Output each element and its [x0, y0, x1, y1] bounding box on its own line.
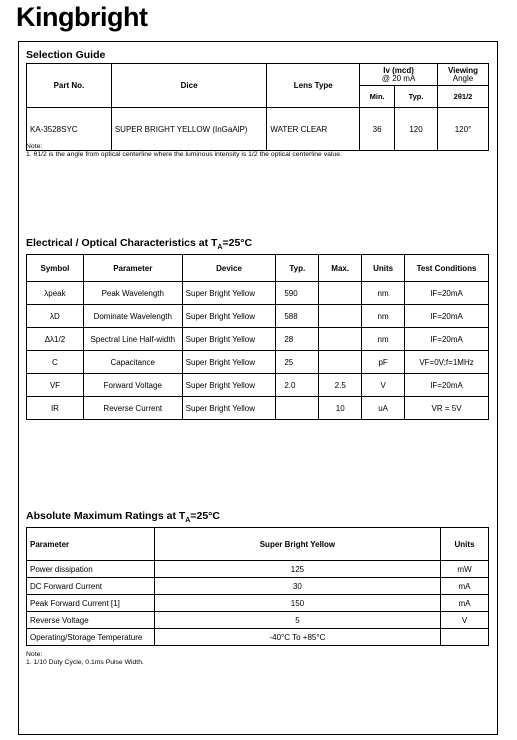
header-viewing-label: Viewing — [447, 65, 479, 75]
cell-units: nm — [362, 328, 405, 351]
cell-symbol: VF — [27, 374, 84, 397]
cell-units: nm — [362, 282, 405, 305]
table-row — [27, 561, 489, 578]
header-parameter: Parameter — [83, 255, 182, 282]
header-symbol: Symbol — [27, 255, 84, 282]
absolute-title-temp: =25°C — [190, 510, 220, 522]
electrical-title-sub: A — [217, 244, 223, 252]
table-row — [27, 397, 489, 420]
cell-min: 36 — [360, 108, 395, 151]
cell-angle: 120° — [438, 108, 489, 151]
cell-condition: IF=20mA — [405, 374, 489, 397]
header-viewing-angle — [438, 64, 489, 86]
table-row — [27, 328, 489, 351]
cell-device: Super Bright Yellow — [182, 351, 276, 374]
cell-typ: 25 — [276, 351, 319, 374]
cell-device: Super Bright Yellow — [182, 305, 276, 328]
header-typ: Typ. — [395, 86, 438, 108]
header-iv — [360, 64, 438, 86]
cell-units: V — [441, 612, 489, 629]
cell-units — [441, 629, 489, 646]
cell-device: Super Bright Yellow — [182, 328, 276, 351]
cell-parameter: Operating/Storage Temperature — [27, 629, 155, 646]
selection-note — [26, 143, 342, 159]
absolute-note-label: Note: — [26, 651, 43, 658]
cell-condition: IF=20mA — [405, 305, 489, 328]
cell-typ: 120 — [395, 108, 438, 151]
absolute-title-sub: A — [185, 517, 191, 525]
cell-lens: WATER CLEAR — [267, 108, 360, 151]
header-iv-condition: @ 20 mA — [381, 73, 416, 83]
cell-units: mW — [441, 561, 489, 578]
header-units: Units — [362, 255, 405, 282]
cell-value: 125 — [154, 561, 440, 578]
cell-typ: 2.0 — [276, 374, 319, 397]
cell-parameter: Peak Wavelength — [83, 282, 182, 305]
cell-max — [319, 328, 362, 351]
cell-typ: 28 — [276, 328, 319, 351]
header-device: Device — [182, 255, 276, 282]
cell-parameter: Spectral Line Half-width — [83, 328, 182, 351]
cell-dice: SUPER BRIGHT YELLOW (InGaAlP) — [111, 108, 267, 151]
electrical-title — [26, 237, 252, 251]
cell-parameter: Capacitance — [83, 351, 182, 374]
table-row — [27, 282, 489, 305]
cell-units: V — [362, 374, 405, 397]
cell-condition: IF=20mA — [405, 328, 489, 351]
cell-parameter: DC Forward Current — [27, 578, 155, 595]
absolute-ratings-title — [26, 510, 220, 524]
cell-part-no: KA-3528SYC — [27, 108, 112, 151]
electrical-table — [26, 254, 489, 420]
absolute-title-main: Absolute Maximum Ratings at T — [26, 510, 186, 522]
cell-units: uA — [362, 397, 405, 420]
header-parameter: Parameter — [27, 528, 155, 561]
cell-condition: VR = 5V — [405, 397, 489, 420]
header-max: Max. — [319, 255, 362, 282]
cell-units: pF — [362, 351, 405, 374]
cell-device: Super Bright Yellow — [182, 374, 276, 397]
header-device: Super Bright Yellow — [154, 528, 440, 561]
cell-value: 5 — [154, 612, 440, 629]
cell-condition: VF=0V;f=1MHz — [405, 351, 489, 374]
cell-parameter: Forward Voltage — [83, 374, 182, 397]
cell-symbol: Δλ1/2 — [27, 328, 84, 351]
electrical-title-temp: =25°C — [222, 237, 253, 249]
header-part-no: Part No. — [27, 64, 112, 108]
absolute-note-text: 1. 1/10 Duty Cycle, 0.1ms Pulse Width. — [26, 659, 144, 666]
brand-logo: Kingbright — [16, 2, 148, 32]
selection-guide-title: Selection Guide — [26, 49, 106, 61]
cell-parameter: Reverse Voltage — [27, 612, 155, 629]
header-min: Min. — [360, 86, 395, 108]
electrical-title-main: Electrical / Optical Characteristics at T — [26, 237, 218, 249]
header-dice: Dice — [111, 64, 267, 108]
header-lens-type: Lens Type — [267, 64, 360, 108]
absolute-ratings-table — [26, 527, 489, 646]
cell-symbol: C — [27, 351, 84, 374]
table-row — [27, 595, 489, 612]
header-typ: Typ. — [276, 255, 319, 282]
table-row — [27, 305, 489, 328]
cell-max — [319, 282, 362, 305]
cell-symbol: λD — [27, 305, 84, 328]
cell-max — [319, 305, 362, 328]
header-test-conditions: Test Conditions — [405, 255, 489, 282]
table-row — [27, 612, 489, 629]
cell-condition: IF=20mA — [405, 282, 489, 305]
cell-parameter: Power dissipation — [27, 561, 155, 578]
table-row — [27, 629, 489, 646]
cell-symbol: IR — [27, 397, 84, 420]
cell-parameter: Dominate Wavelength — [83, 305, 182, 328]
cell-value: 30 — [154, 578, 440, 595]
cell-typ: 590 — [276, 282, 319, 305]
absolute-note — [26, 651, 144, 667]
header-angle-label: Angle — [452, 73, 474, 83]
cell-value: 150 — [154, 595, 440, 612]
cell-device: Super Bright Yellow — [182, 282, 276, 305]
header-units: Units — [441, 528, 489, 561]
cell-units: nm — [362, 305, 405, 328]
cell-symbol: λpeak — [27, 282, 84, 305]
cell-max: 10 — [319, 397, 362, 420]
selection-note-label: Note: — [26, 143, 43, 150]
cell-device: Super Bright Yellow — [182, 397, 276, 420]
cell-parameter: Peak Forward Current [1] — [27, 595, 155, 612]
header-iv-label: Iv (mcd) — [383, 65, 414, 75]
table-row — [27, 351, 489, 374]
cell-units: mA — [441, 595, 489, 612]
cell-parameter: Reverse Current — [83, 397, 182, 420]
table-row — [27, 374, 489, 397]
table-row — [27, 578, 489, 595]
header-theta: 2θ1/2 — [438, 86, 489, 108]
cell-typ: 588 — [276, 305, 319, 328]
cell-units: mA — [441, 578, 489, 595]
cell-value: -40°C To +85°C — [154, 629, 440, 646]
selection-note-text: 1. θ1/2 is the angle from optical centerline where the luminous intensity is 1/2 the optical centerline value. — [26, 151, 342, 158]
cell-typ — [276, 397, 319, 420]
cell-max — [319, 351, 362, 374]
selection-guide-table — [26, 63, 489, 151]
cell-max: 2.5 — [319, 374, 362, 397]
